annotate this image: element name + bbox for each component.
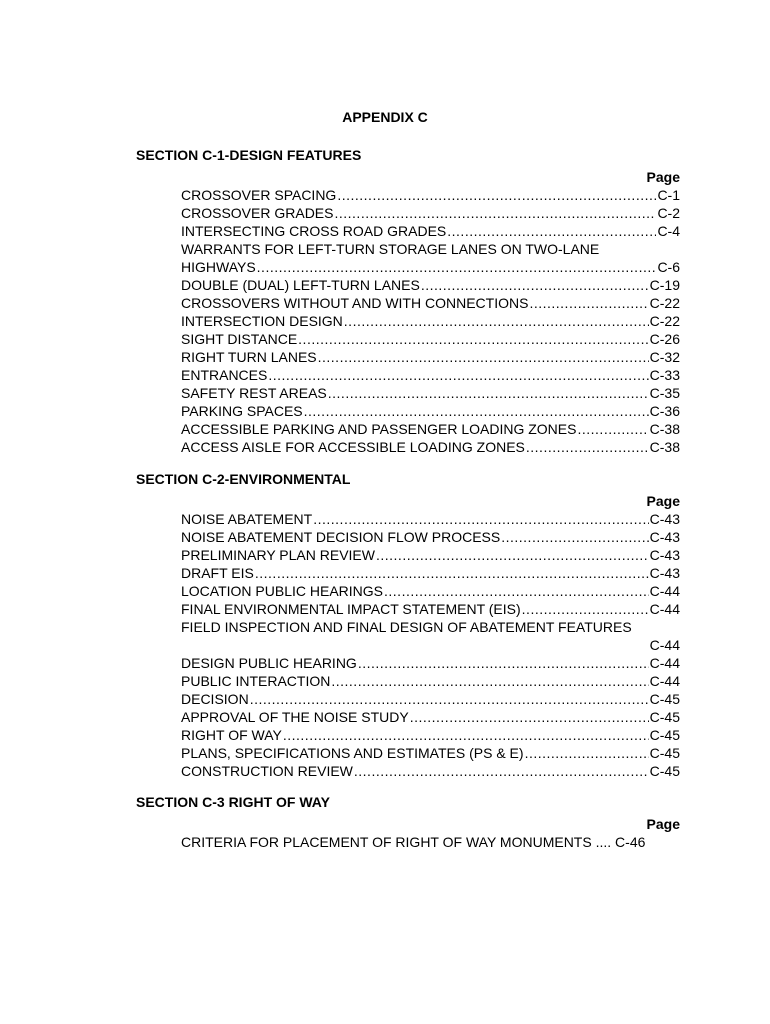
toc-entry xyxy=(181,222,680,240)
toc-entry-title: ENTRANCES xyxy=(181,367,268,383)
toc-entry xyxy=(181,744,680,762)
dot-leader xyxy=(337,186,656,204)
toc-entry-page: C-1 xyxy=(657,187,680,203)
toc-entry-title: NOISE ABATEMENT xyxy=(181,511,313,527)
toc-entry xyxy=(181,833,680,851)
dot-leader xyxy=(268,366,648,384)
toc-entry-page: C-45 xyxy=(649,727,680,743)
dot-leader xyxy=(501,528,648,546)
dot-leader xyxy=(577,420,648,438)
toc-entry xyxy=(181,546,680,564)
toc-entry-title: NOISE ABATEMENT DECISION FLOW PROCESS xyxy=(181,529,501,545)
toc-entry xyxy=(181,618,680,636)
toc-entry xyxy=(181,510,680,528)
toc-list xyxy=(181,833,680,851)
toc-entry xyxy=(181,294,680,312)
toc-entry-page: C-26 xyxy=(649,331,680,347)
toc-entry-title: ACCESSIBLE PARKING AND PASSENGER LOADING ZONES xyxy=(181,421,577,437)
toc-entry-page: C-2 xyxy=(657,205,680,221)
toc-entry xyxy=(181,690,680,708)
toc-entry xyxy=(181,654,680,672)
toc-entry xyxy=(181,438,680,456)
dot-leader xyxy=(318,348,649,366)
toc-entry-title: RIGHT TURN LANES xyxy=(181,349,317,365)
toc-entry xyxy=(181,528,680,546)
toc-entry-title: HIGHWAYS xyxy=(181,259,256,275)
dot-leader xyxy=(255,564,649,582)
toc-entry xyxy=(181,348,680,366)
toc-entry-page: C-35 xyxy=(649,385,680,401)
toc-entry-page: C-43 xyxy=(649,511,680,527)
toc-entry-title: INTERSECTING CROSS ROAD GRADES xyxy=(181,223,447,239)
toc-entry xyxy=(181,276,680,294)
toc-entry-page: C-44 xyxy=(649,637,680,653)
toc-entry xyxy=(181,258,680,276)
dot-leader xyxy=(384,582,649,600)
toc-entry-title: CRITERIA FOR PLACEMENT OF RIGHT OF WAY MONUMENTS .... xyxy=(181,834,616,850)
toc-entry xyxy=(181,420,680,438)
dot-leader xyxy=(334,204,656,222)
section-heading: SECTION C-2-ENVIRONMENTAL xyxy=(136,471,351,487)
toc-list xyxy=(181,186,680,456)
toc-entry-title: FIELD INSPECTION AND FINAL DESIGN OF ABATEMENT FEATURES xyxy=(181,619,632,635)
toc-entry-title: CONSTRUCTION REVIEW xyxy=(181,763,353,779)
toc-entry-title: CROSSOVERS WITHOUT AND WITH CONNECTIONS xyxy=(181,295,529,311)
dot-leader xyxy=(526,438,649,456)
toc-entry-title: APPROVAL OF THE NOISE STUDY xyxy=(181,709,409,725)
toc-entry-page: C-19 xyxy=(649,277,680,293)
toc-entry xyxy=(181,600,680,618)
toc-entry xyxy=(181,240,680,258)
toc-entry-page: C-44 xyxy=(649,655,680,671)
dot-leader xyxy=(328,384,649,402)
toc-entry-title: DECISION xyxy=(181,691,249,707)
toc-entry xyxy=(181,384,680,402)
toc-entry-title: INTERSECTION DESIGN xyxy=(181,313,343,329)
toc-entry xyxy=(181,366,680,384)
toc-list xyxy=(181,510,680,780)
toc-entry-title: ACCESS AISLE FOR ACCESSIBLE LOADING ZONES xyxy=(181,439,525,455)
toc-entry xyxy=(181,204,680,222)
toc-entry xyxy=(181,672,680,690)
toc-entry-page: C-45 xyxy=(649,745,680,761)
toc-entry xyxy=(181,186,680,204)
page-column-label: Page xyxy=(646,169,680,185)
dot-leader xyxy=(331,672,648,690)
toc-entry-page: C-44 xyxy=(649,601,680,617)
toc-entry-title: RIGHT OF WAY xyxy=(181,727,282,743)
page-column-label: Page xyxy=(646,816,680,832)
dot-leader xyxy=(525,744,649,762)
dot-leader xyxy=(298,330,648,348)
dot-leader xyxy=(447,222,656,240)
toc-entry-page: C-6 xyxy=(657,259,680,275)
toc-entry-title: DRAFT EIS xyxy=(181,565,254,581)
dot-leader xyxy=(283,726,649,744)
toc-entry xyxy=(181,762,680,780)
dot-leader xyxy=(354,762,649,780)
toc-entry-page: C-22 xyxy=(649,295,680,311)
toc-entry-title: PUBLIC INTERACTION xyxy=(181,673,331,689)
toc-entry-page: C-22 xyxy=(649,313,680,329)
toc-entry-page: C-46 xyxy=(615,834,646,850)
toc-entry xyxy=(181,726,680,744)
dot-leader xyxy=(304,402,649,420)
toc-entry-page: C-38 xyxy=(649,421,680,437)
toc-entry xyxy=(181,582,680,600)
toc-entry-page: C-45 xyxy=(649,709,680,725)
toc-entry-title: CROSSOVER GRADES xyxy=(181,205,334,221)
toc-entry-title: DESIGN PUBLIC HEARING xyxy=(181,655,357,671)
dot-leader xyxy=(376,546,649,564)
toc-entry-page: C-32 xyxy=(649,349,680,365)
dot-leader xyxy=(313,510,648,528)
toc-entry-title: CROSSOVER SPACING xyxy=(181,187,337,203)
toc-entry-title: PRELIMINARY PLAN REVIEW xyxy=(181,547,375,563)
dot-leader xyxy=(522,600,649,618)
toc-entry-page: C-43 xyxy=(649,529,680,545)
toc-entry-title: DOUBLE (DUAL) LEFT-TURN LANES xyxy=(181,277,420,293)
section-heading: SECTION C-1-DESIGN FEATURES xyxy=(136,147,362,163)
toc-entry-page: C-45 xyxy=(649,691,680,707)
dot-leader xyxy=(410,708,649,726)
toc-entry-title: PLANS, SPECIFICATIONS AND ESTIMATES (PS & E) xyxy=(181,745,524,761)
toc-entry xyxy=(181,564,680,582)
toc-entry-title: LOCATION PUBLIC HEARINGS xyxy=(181,583,384,599)
toc-entry-page: C-38 xyxy=(649,439,680,455)
dot-leader xyxy=(257,258,657,276)
dot-leader xyxy=(421,276,649,294)
toc-entry-page: C-33 xyxy=(649,367,680,383)
toc-entry-page: C-36 xyxy=(649,403,680,419)
page-title: APPENDIX C xyxy=(342,109,428,125)
toc-entry xyxy=(181,402,680,420)
toc-entry xyxy=(181,330,680,348)
toc-entry xyxy=(181,708,680,726)
toc-entry-page: C-4 xyxy=(657,223,680,239)
toc-entry-page: C-43 xyxy=(649,547,680,563)
dot-leader xyxy=(529,294,648,312)
toc-entry-page: C-45 xyxy=(649,763,680,779)
toc-entry-title: FINAL ENVIRONMENTAL IMPACT STATEMENT (EIS) xyxy=(181,601,521,617)
toc-entry-page: C-43 xyxy=(649,565,680,581)
toc-entry-page: C-44 xyxy=(649,673,680,689)
section-heading: SECTION C-3 RIGHT OF WAY xyxy=(136,794,330,810)
toc-entry-title: SAFETY REST AREAS xyxy=(181,385,327,401)
dot-leader xyxy=(344,312,649,330)
toc-entry xyxy=(181,636,680,654)
toc-entry-title: PARKING SPACES xyxy=(181,403,303,419)
toc-entry xyxy=(181,312,680,330)
dot-leader xyxy=(250,690,649,708)
toc-entry-page: C-44 xyxy=(649,583,680,599)
toc-entry-title: WARRANTS FOR LEFT-TURN STORAGE LANES ON TWO-LANE xyxy=(181,241,600,257)
page-column-label: Page xyxy=(646,493,680,509)
toc-entry-title: SIGHT DISTANCE xyxy=(181,331,298,347)
dot-leader xyxy=(358,654,649,672)
